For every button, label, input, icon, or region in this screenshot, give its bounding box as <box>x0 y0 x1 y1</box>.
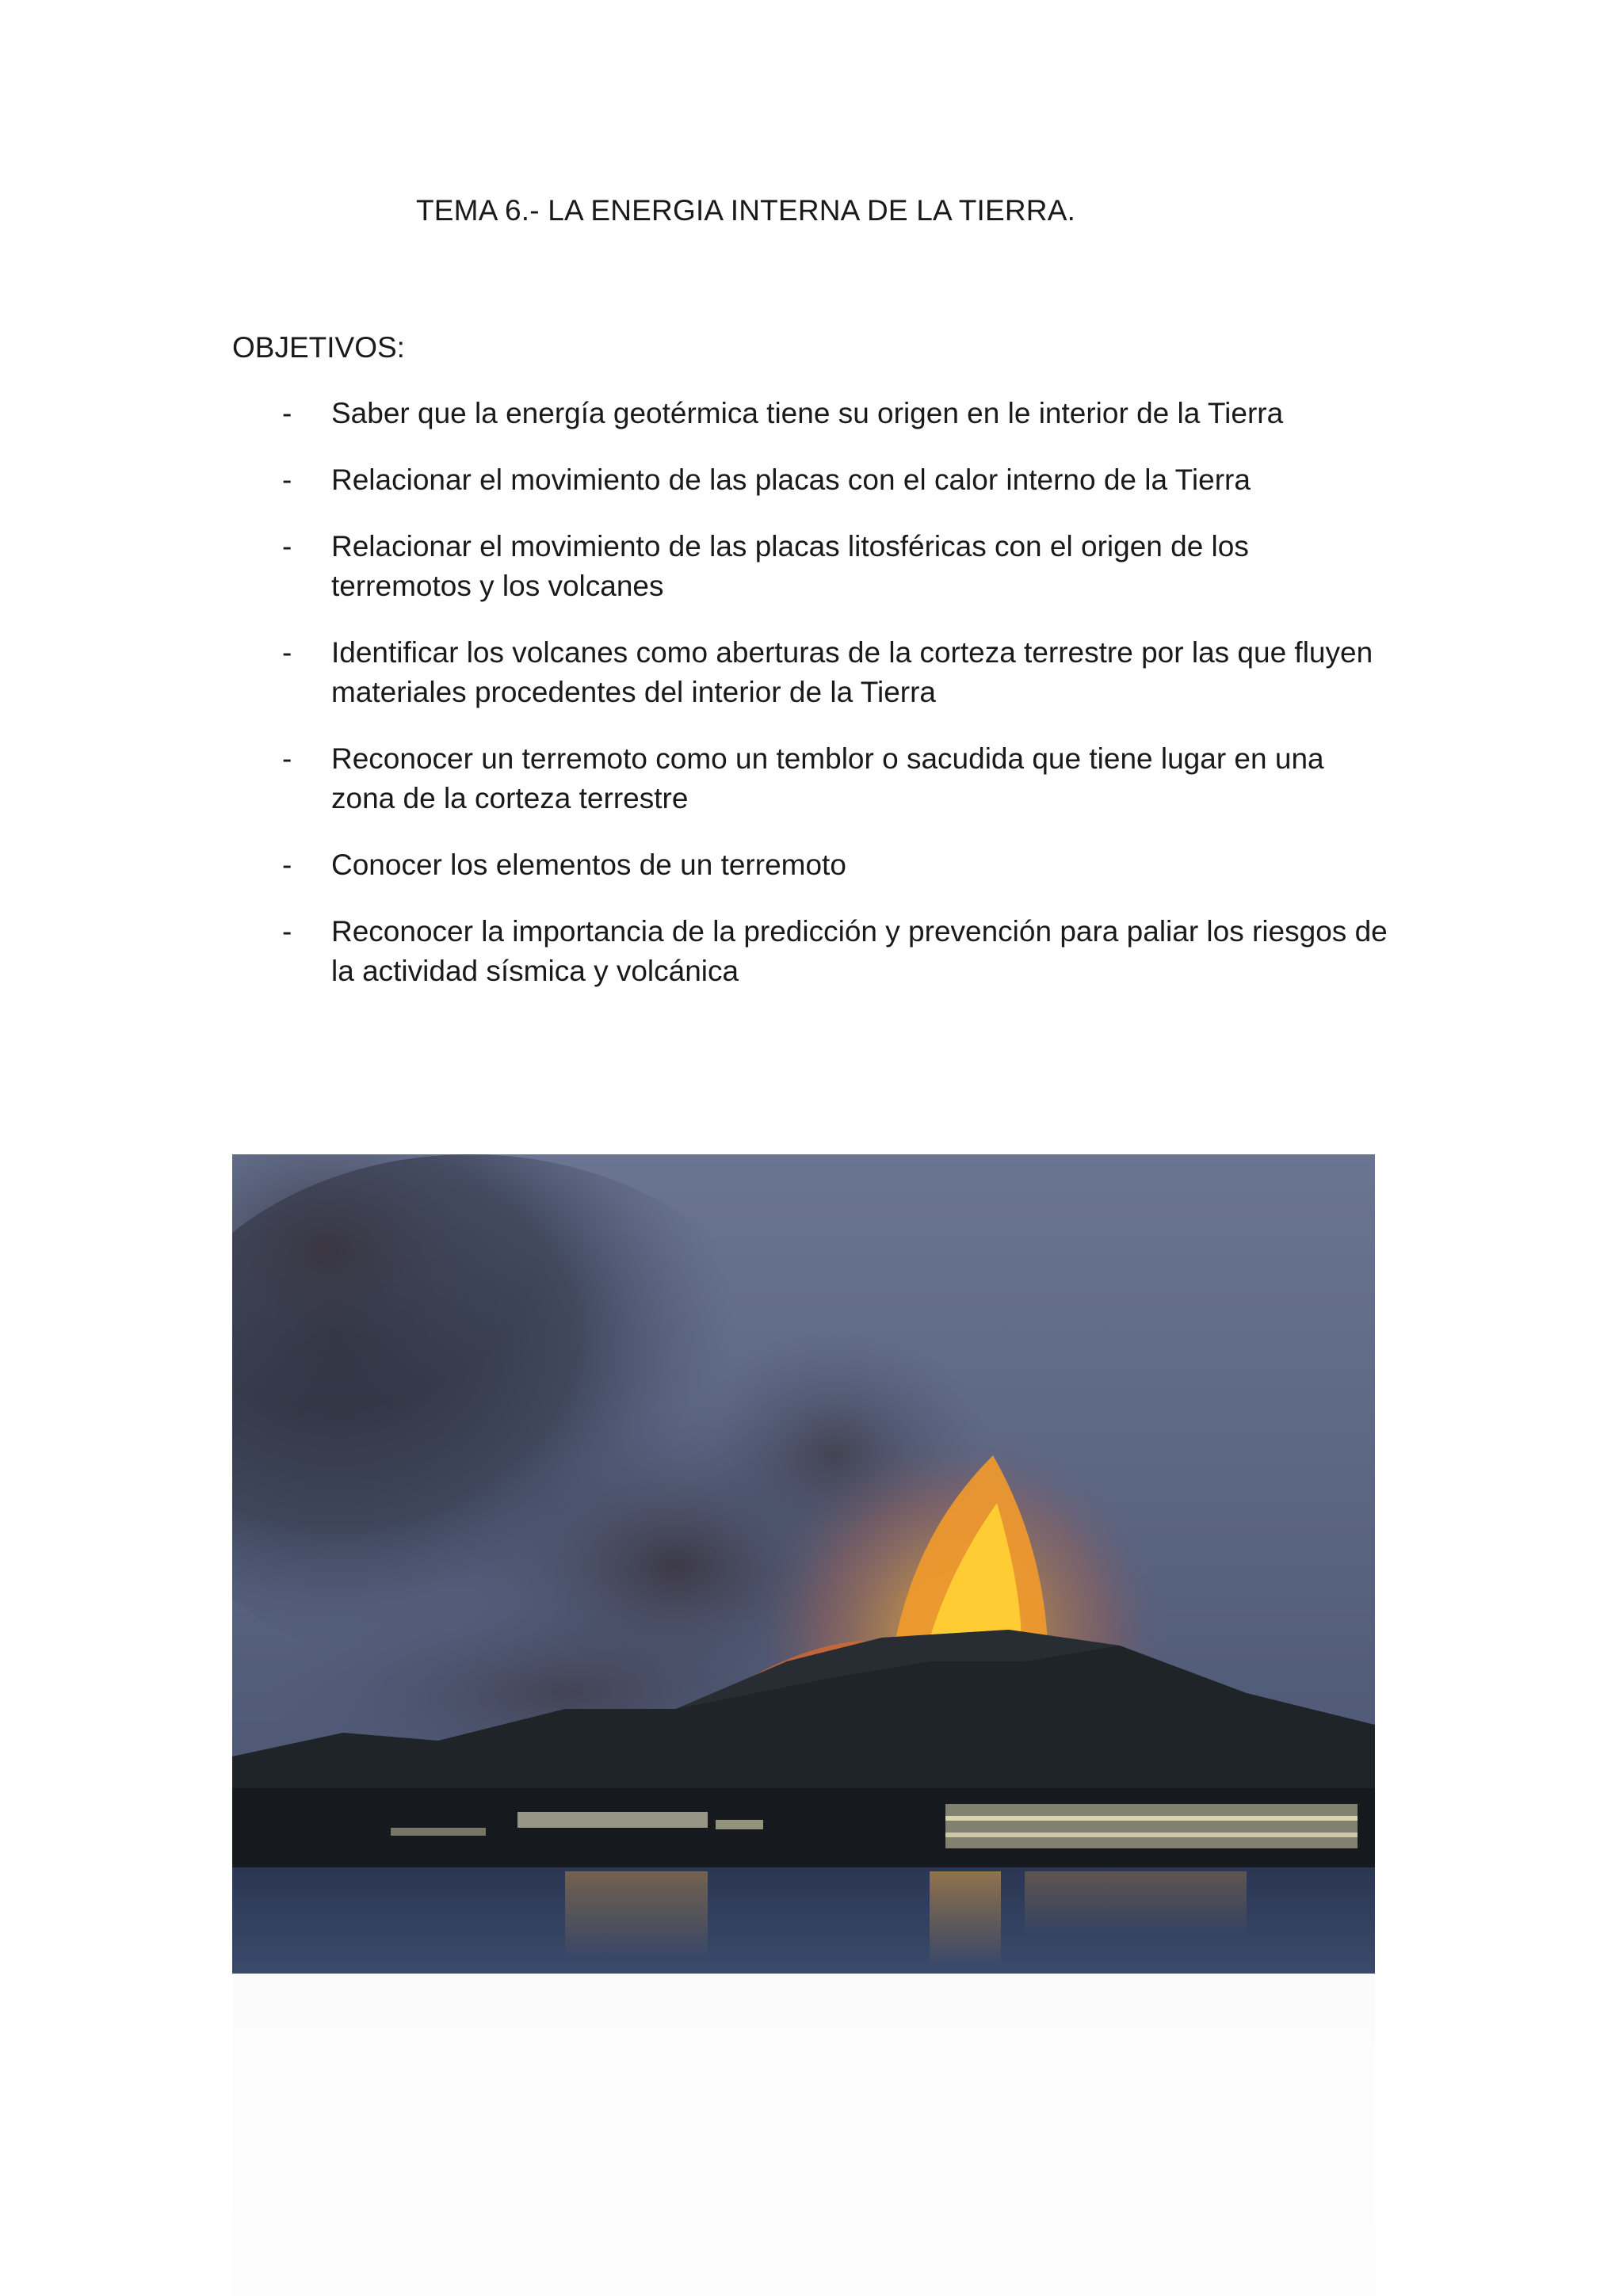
bullet-dash: - <box>282 915 292 948</box>
hotel-windows <box>945 1816 1358 1821</box>
list-item <box>232 633 1389 712</box>
town-lights <box>517 1812 708 1828</box>
town-lights <box>716 1820 763 1829</box>
bullet-dash: - <box>282 636 292 669</box>
list-item <box>232 739 1389 818</box>
lava-reflection <box>930 1871 1001 1966</box>
light-reflection <box>565 1871 708 1958</box>
list-item <box>232 394 1389 433</box>
volcano-eruption-photo <box>232 1154 1375 1974</box>
bullet-dash: - <box>282 530 292 563</box>
bullet-dash: - <box>282 849 292 881</box>
objective-text: Saber que la energía geotérmica tiene su origen en le interior de la Tierra <box>331 397 1284 429</box>
objectives-heading: OBJETIVOS: <box>232 331 405 364</box>
list-item <box>232 460 1389 500</box>
objective-text: Identificar los volcanes como aberturas de la corteza terrestre por las que fluyen materiales procedentes del interior de la Tierra <box>331 636 1373 708</box>
hotel-building <box>945 1804 1358 1848</box>
bullet-dash: - <box>282 397 292 429</box>
objective-text: Reconocer un terremoto como un temblor o sacudida que tiene lugar en una zona de la corteza terrestre <box>331 742 1324 814</box>
list-item <box>232 527 1389 606</box>
page-title: TEMA 6.- LA ENERGIA INTERNA DE LA TIERRA. <box>416 194 1076 227</box>
objective-text: Conocer los elementos de un terremoto <box>331 849 846 881</box>
bullet-dash: - <box>282 463 292 496</box>
blank-area <box>232 1974 1375 2296</box>
objective-text: Relacionar el movimiento de las placas litosféricas con el origen de los terremotos y los volcanes <box>331 530 1249 602</box>
list-item <box>232 912 1389 991</box>
light-reflection <box>1025 1871 1247 1935</box>
objective-text: Relacionar el movimiento de las placas con el calor interno de la Tierra <box>331 463 1251 496</box>
bullet-dash: - <box>282 742 292 775</box>
objective-text: Reconocer la importancia de la predicción y prevención para paliar los riesgos de la actividad sísmica y volcánica <box>331 915 1388 987</box>
town-lights <box>391 1828 486 1836</box>
objectives-list <box>232 394 1389 1018</box>
hotel-windows <box>945 1833 1358 1837</box>
volcano-photo-illustration <box>232 1154 1375 1974</box>
list-item <box>232 845 1389 885</box>
